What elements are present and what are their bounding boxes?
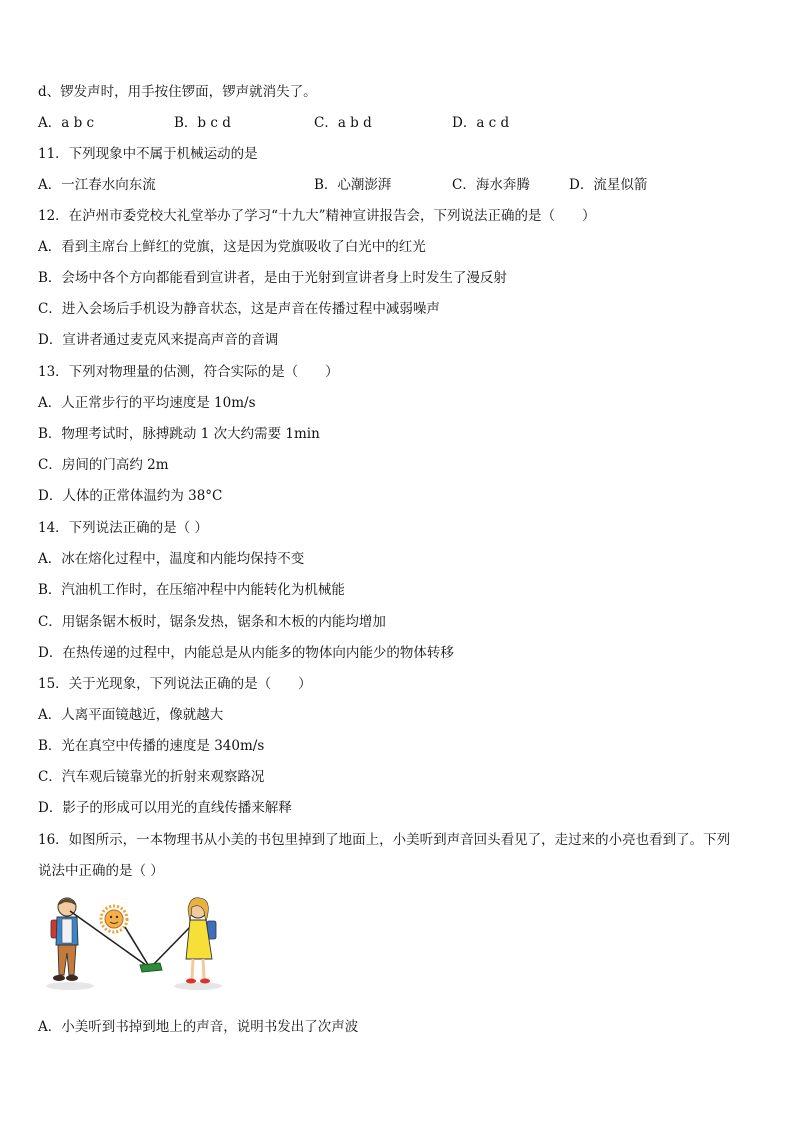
q10-option-d: D．a c d: [452, 115, 510, 131]
sightline-girl: [150, 925, 192, 968]
q14-option-c: C．用锯条锯木板时，锯条发热，锯条和木板的内能均增加: [38, 614, 386, 630]
q15-option-b: B．光在真空中传播的速度是 340m/s: [38, 738, 265, 754]
q15-option-d: D．影子的形成可以用光的直线传播来解释: [38, 800, 292, 816]
boy-girl-book-illustration: [40, 893, 230, 998]
q15-stem: 15．关于光现象，下列说法正确的是（ ）: [38, 676, 312, 692]
q10-statement-d: d、锣发声时，用手按住锣面，锣声就消失了。: [38, 84, 317, 100]
q11-option-c: C．海水奔腾: [452, 177, 530, 193]
q13-option-b: B．物理考试时，脉搏跳动 1 次大约需要 1min: [38, 426, 320, 442]
q16-option-a: A．小美听到书掉到地上的声音，说明书发出了次声波: [38, 1019, 359, 1035]
boy-shadow: [46, 982, 94, 990]
q13-option-d: D．人体的正常体温约为 38°C: [38, 488, 223, 504]
q12-option-c: C．进入会场后手机设为静音状态，这是声音在传播过程中减弱噪声: [38, 301, 440, 317]
sun-icon: [101, 906, 127, 932]
q10-option-a: A．a b c: [38, 115, 95, 131]
q15-option-a: A．人离平面镜越近，像就越大: [38, 707, 224, 723]
q16-stem-line2: 说法中正确的是（ ）: [38, 863, 164, 879]
q14-option-a: A．冰在熔化过程中，温度和内能均保持不变: [38, 551, 305, 567]
q12-option-b: B．会场中各个方向都能看到宣讲者，是由于光射到宣讲者身上时发生了漫反射: [38, 270, 507, 286]
book-icon: [140, 963, 162, 972]
q10-option-b: B．b c d: [174, 115, 231, 131]
q11-option-a: A．一江春水向东流: [38, 177, 156, 193]
q15-option-c: C．汽车观后镜靠光的折射来观察路况: [38, 769, 265, 785]
q11-option-b: B．心潮澎湃: [314, 177, 392, 193]
q13-option-c: C．房间的门高约 2m: [38, 457, 169, 473]
q12-option-d: D．宣讲者通过麦克风来提高声音的音调: [38, 332, 279, 348]
q11-stem: 11．下列现象中不属于机械运动的是: [38, 146, 258, 162]
q14-option-d: D．在热传递的过程中，内能总是从内能多的物体向内能少的物体转移: [38, 645, 454, 661]
q16-stem-line1: 16．如图所示，一本物理书从小美的书包里掉到了地面上，小美听到声音回头看见了，走过来的小亮也看到了。下列: [38, 832, 731, 848]
q12-stem: 12．在泸州市委党校大礼堂举办了学习“十九大”精神宣讲报告会，下列说法正确的是（ ）: [38, 208, 596, 224]
q14-stem: 14．下列说法正确的是（ ）: [38, 520, 208, 536]
q12-option-a: A．看到主席台上鲜红的党旗，这是因为党旗吸收了白光中的红光: [38, 239, 426, 255]
q11-option-d: D．流星似箭: [569, 177, 648, 193]
boy-figure: [51, 898, 78, 981]
q14-option-b: B．汽油机工作时，在压缩冲程中内能转化为机械能: [38, 582, 345, 598]
q10-option-c: C．a b d: [314, 115, 372, 131]
light-ray-sun: [125, 927, 150, 968]
girl-shadow: [174, 982, 222, 990]
q13-stem: 13．下列对物理量的估测，符合实际的是（ ）: [38, 364, 339, 380]
q13-option-a: A．人正常步行的平均速度是 10m/s: [38, 395, 256, 411]
girl-figure: [186, 898, 216, 984]
